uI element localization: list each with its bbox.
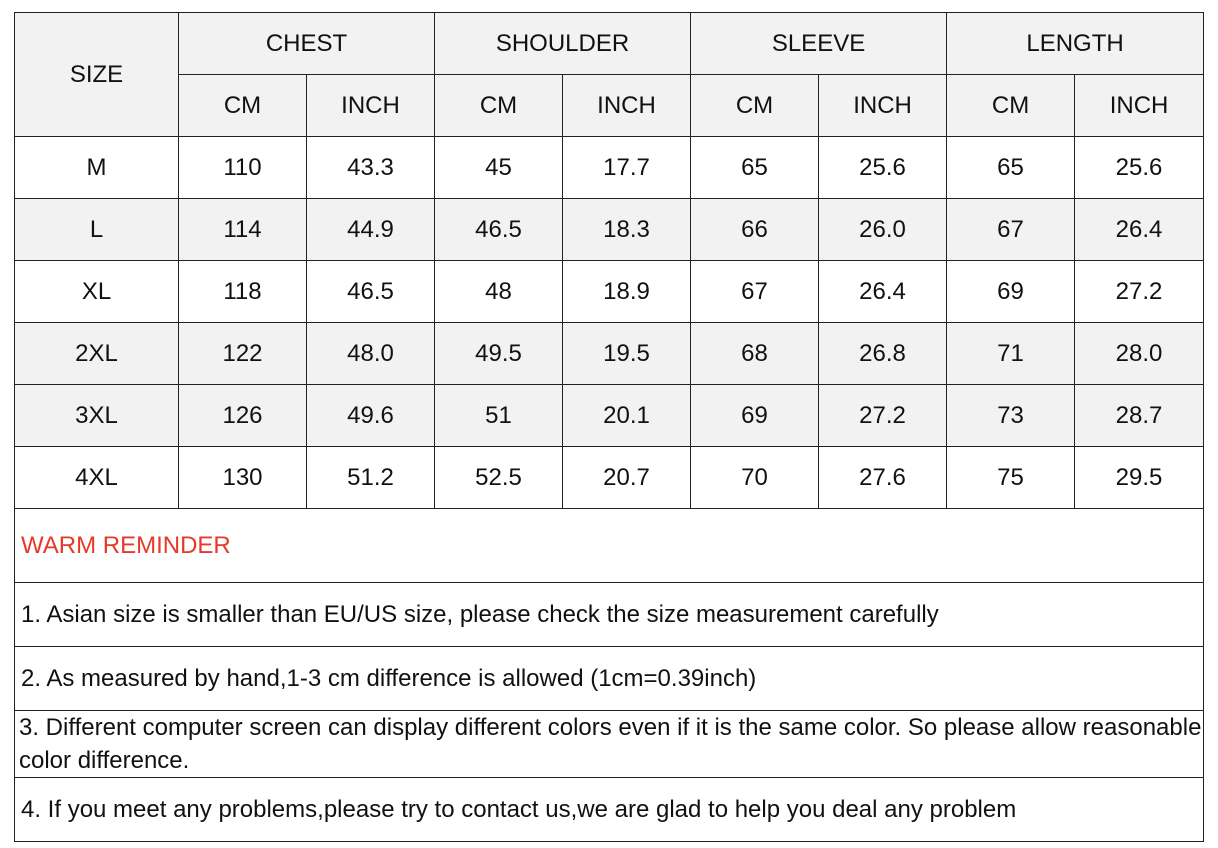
- warm-reminder-title: WARM REMINDER: [15, 509, 1204, 583]
- value-cell: 48: [435, 261, 563, 323]
- value-cell: 114: [179, 199, 307, 261]
- value-cell: 48.0: [307, 323, 435, 385]
- value-cell: 19.5: [563, 323, 691, 385]
- value-cell: 49.6: [307, 385, 435, 447]
- value-cell: 51: [435, 385, 563, 447]
- unit-header: INCH: [819, 75, 947, 137]
- value-cell: 110: [179, 137, 307, 199]
- table-row: [15, 447, 1204, 509]
- value-cell: 18.9: [563, 261, 691, 323]
- value-cell: 29.5: [1075, 447, 1204, 509]
- header-row-groups: [15, 13, 1204, 75]
- value-cell: 46.5: [307, 261, 435, 323]
- note-row: [15, 647, 1204, 711]
- size-header: SIZE: [15, 13, 179, 137]
- value-cell: 68: [691, 323, 819, 385]
- value-cell: 67: [691, 261, 819, 323]
- note-3: 3. Different computer screen can display different colors even if it is the same color. So please allow reasonable color difference.: [15, 711, 1204, 778]
- value-cell: 66: [691, 199, 819, 261]
- value-cell: 122: [179, 323, 307, 385]
- table-row: [15, 137, 1204, 199]
- unit-header: INCH: [307, 75, 435, 137]
- value-cell: 20.7: [563, 447, 691, 509]
- group-header-shoulder: SHOULDER: [435, 13, 691, 75]
- value-cell: 25.6: [819, 137, 947, 199]
- value-cell: 26.8: [819, 323, 947, 385]
- value-cell: 71: [947, 323, 1075, 385]
- value-cell: 28.0: [1075, 323, 1204, 385]
- size-cell: M: [15, 137, 179, 199]
- value-cell: 44.9: [307, 199, 435, 261]
- unit-header: CM: [179, 75, 307, 137]
- value-cell: 52.5: [435, 447, 563, 509]
- value-cell: 26.4: [819, 261, 947, 323]
- value-cell: 118: [179, 261, 307, 323]
- value-cell: 75: [947, 447, 1075, 509]
- value-cell: 27.6: [819, 447, 947, 509]
- note-4: 4. If you meet any problems,please try to contact us,we are glad to help you deal any problem: [15, 778, 1204, 842]
- unit-header: CM: [947, 75, 1075, 137]
- size-cell: L: [15, 199, 179, 261]
- size-cell: 2XL: [15, 323, 179, 385]
- value-cell: 70: [691, 447, 819, 509]
- size-cell: 4XL: [15, 447, 179, 509]
- value-cell: 130: [179, 447, 307, 509]
- value-cell: 20.1: [563, 385, 691, 447]
- value-cell: 126: [179, 385, 307, 447]
- unit-header: INCH: [1075, 75, 1204, 137]
- value-cell: 46.5: [435, 199, 563, 261]
- note-row: [15, 778, 1204, 842]
- value-cell: 45: [435, 137, 563, 199]
- note-row: [15, 711, 1204, 778]
- table-row: [15, 199, 1204, 261]
- value-cell: 69: [947, 261, 1075, 323]
- table-row: [15, 261, 1204, 323]
- table-row: [15, 385, 1204, 447]
- value-cell: 69: [691, 385, 819, 447]
- group-header-length: LENGTH: [947, 13, 1204, 75]
- value-cell: 49.5: [435, 323, 563, 385]
- note-row: [15, 583, 1204, 647]
- group-header-chest: CHEST: [179, 13, 435, 75]
- unit-header: CM: [691, 75, 819, 137]
- note-1: 1. Asian size is smaller than EU/US size, please check the size measurement carefully: [15, 583, 1204, 647]
- group-header-sleeve: SLEEVE: [691, 13, 947, 75]
- value-cell: 26.0: [819, 199, 947, 261]
- value-cell: 27.2: [819, 385, 947, 447]
- value-cell: 17.7: [563, 137, 691, 199]
- value-cell: 28.7: [1075, 385, 1204, 447]
- size-cell: 3XL: [15, 385, 179, 447]
- value-cell: 27.2: [1075, 261, 1204, 323]
- reminder-title-row: [15, 509, 1204, 583]
- size-table: [14, 12, 1204, 842]
- unit-header: CM: [435, 75, 563, 137]
- note-2: 2. As measured by hand,1-3 cm difference is allowed (1cm=0.39inch): [15, 647, 1204, 711]
- value-cell: 51.2: [307, 447, 435, 509]
- size-cell: XL: [15, 261, 179, 323]
- value-cell: 18.3: [563, 199, 691, 261]
- unit-header: INCH: [563, 75, 691, 137]
- header-row-units: [15, 75, 1204, 137]
- value-cell: 65: [691, 137, 819, 199]
- value-cell: 43.3: [307, 137, 435, 199]
- table-row: [15, 323, 1204, 385]
- value-cell: 65: [947, 137, 1075, 199]
- size-chart: [14, 12, 1203, 842]
- value-cell: 73: [947, 385, 1075, 447]
- value-cell: 67: [947, 199, 1075, 261]
- value-cell: 25.6: [1075, 137, 1204, 199]
- value-cell: 26.4: [1075, 199, 1204, 261]
